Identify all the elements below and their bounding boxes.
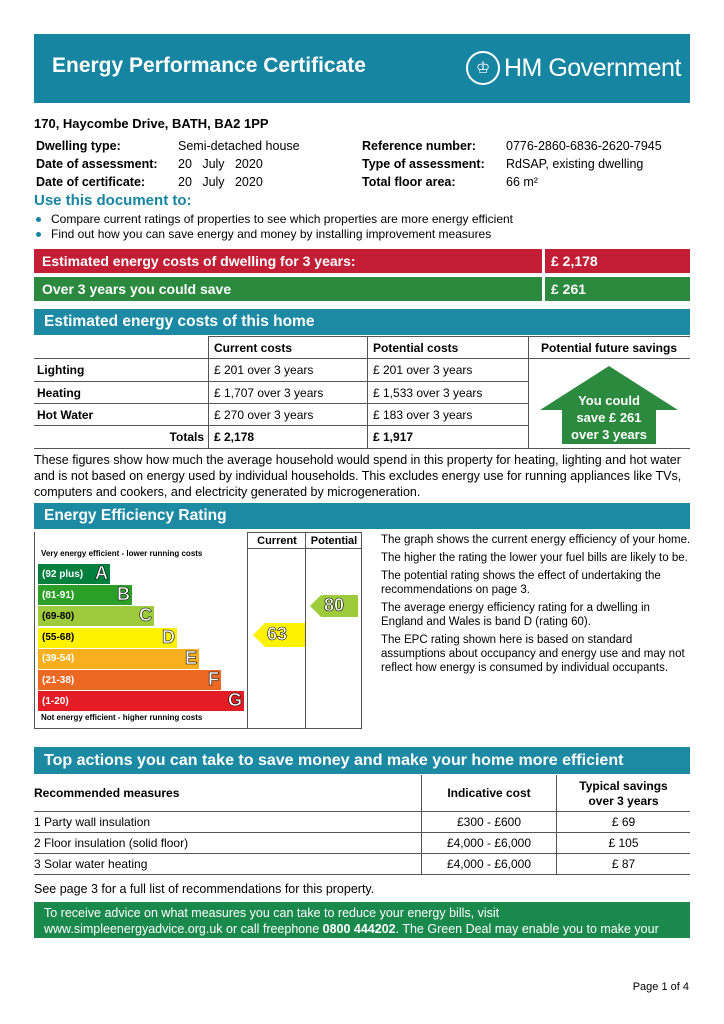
rating-band-b: (81-91) B (38, 585, 132, 605)
measure-name: 1 Party wall insulation (34, 815, 151, 829)
current-rating-value: 63 (267, 624, 288, 644)
costs-table (34, 336, 690, 449)
cost-bar-value: £ 2,178 (545, 249, 690, 273)
col-current: Current (257, 535, 297, 547)
potential-rating-value: 80 (324, 595, 345, 615)
col-measures: Recommended measures (34, 786, 180, 800)
property-address: 170, Haycombe Drive, BATH, BA2 1PP (34, 116, 269, 131)
document-title: Energy Performance Certificate (52, 54, 366, 77)
use-bullet: Find out how you can save energy and money by installing improvement measures (36, 227, 491, 241)
rating-band-g: (1-20) G (38, 691, 244, 711)
row-name: Lighting (37, 363, 85, 377)
advice-box: To receive advice on what measures you can take to reduce your energy bills, visit www.simpleenergyadvice.org.uk or call freephone 0800 444202. The Green Deal may enable you to make your home warmer and cheaper to run. (34, 902, 690, 938)
details-right: Reference number: 0776-2860-6836-2620-7945 Type of assessment: RdSAP, existing dwelling Total floor area: 66 m² (362, 139, 662, 189)
totals-current: £ 2,178 (214, 430, 255, 444)
row-current: £ 270 over 3 years (214, 408, 314, 422)
crest-icon: ♔ (466, 51, 500, 85)
bullet-icon (36, 232, 41, 237)
rating-band-f: (21-38) F (38, 670, 221, 690)
totals-potential: £ 1,917 (373, 430, 414, 444)
bottom-label: Not energy efficient - higher running costs (41, 713, 203, 722)
cost-bar-label: Estimated energy costs of dwelling for 3 years: (34, 249, 542, 273)
save-bar-value: £ 261 (545, 277, 690, 301)
row-potential: £ 1,533 over 3 years (373, 386, 483, 400)
measure-name: 3 Solar water heating (34, 857, 148, 871)
col-current-costs: Current costs (214, 341, 293, 355)
costs-section-title: Estimated energy costs of this home (34, 309, 690, 335)
totals-label: Totals (169, 430, 204, 444)
col-potential-savings: Potential future savings (540, 341, 678, 355)
row-current: £ 1,707 over 3 years (214, 386, 324, 400)
savings-text: You could save £ 261 over 3 years (571, 393, 647, 442)
rating-band-a: (92 plus) A (38, 564, 110, 584)
rating-band-c: (69-80) C (38, 606, 154, 626)
bullet-icon (36, 217, 41, 222)
rating-band-d: (55-68) D (38, 628, 177, 648)
rating-band-e: (39-54) E (38, 649, 199, 669)
actions-table (34, 775, 690, 875)
row-potential: £ 183 over 3 years (373, 408, 473, 422)
actions-section-title: Top actions you can take to save money and make your home more efficient (34, 747, 690, 774)
use-bullet: Compare current ratings of properties to see which properties are more energy efficient (36, 212, 513, 226)
row-name: Heating (37, 386, 82, 400)
col-typical-savings: Typical savings over 3 years (579, 779, 668, 808)
rating-explanation: The graph shows the current energy efficiency of your home. The higher the rating the lower your fuel bills are likely to be. The potential rating shows the effect of undertaking the recommendations on page 3. The average energy efficiency rating for a dwelling in England and Wales is band D (rating 60). The EPC rating shown here is based on standard assumptions about occupancy and energy use and may not reflect how energy is consumed by individual occupants. (381, 534, 691, 674)
use-heading: Use this document to: (34, 192, 192, 209)
measure-saving: £ 87 (611, 857, 636, 871)
row-name: Hot Water (37, 408, 94, 422)
measure-saving: £ 69 (611, 815, 636, 829)
row-potential: £ 201 over 3 years (373, 363, 473, 377)
costs-note: These figures show how much the average household would spend in this property for heating, lighting and hot water and is not based on energy used by individual households. This excludes energy use for running appliances like TVs, computers and cookers, and electricity generated by microgeneration. (34, 453, 682, 499)
measure-cost: £4,000 - £6,000 (446, 836, 532, 850)
col-indicative-cost: Indicative cost (447, 786, 531, 800)
top-label: Very energy efficient - lower running costs (41, 549, 203, 558)
measure-cost: £300 - £600 (456, 815, 522, 829)
measure-saving: £ 105 (608, 836, 639, 850)
page-number: Page 1 of 4 (632, 981, 689, 993)
rating-section-title: Energy Efficiency Rating (34, 503, 690, 529)
rating-graph (34, 532, 362, 729)
save-bar-label: Over 3 years you could save (34, 277, 542, 301)
row-current: £ 201 over 3 years (214, 363, 314, 377)
header-banner (34, 34, 690, 103)
actions-note: See page 3 for a full list of recommendations for this property. (34, 882, 375, 896)
details-left: Dwelling type: Semi-detached house Date of assessment: 20 July 2020 Date of certificate: 20 July 2020 (36, 139, 300, 189)
col-potential-costs: Potential costs (373, 341, 459, 355)
measure-cost: £4,000 - £6,000 (446, 857, 532, 871)
measure-name: 2 Floor insulation (solid floor) (34, 836, 189, 850)
col-potential: Potential (310, 535, 358, 547)
hm-government-logo: ♔ HM Government (466, 50, 681, 86)
